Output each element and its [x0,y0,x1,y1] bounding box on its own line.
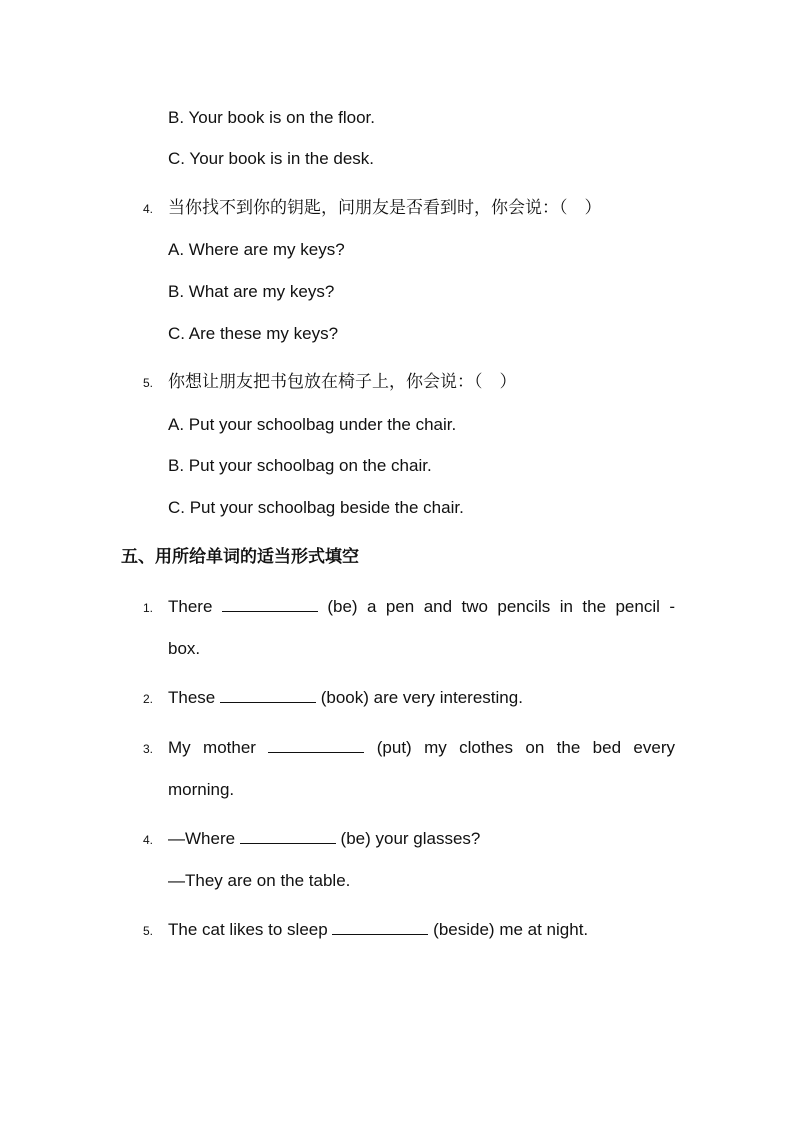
q3-option-c: C. Your book is in the desk. [168,149,375,168]
q5-prompt: 你想让朋友把书包放在椅子上，你会说：（ ） [168,372,517,391]
fill-item-4-answer: —They are on the table. [168,871,351,890]
q4-number: 4. [143,202,154,216]
fill-item-1-before: There [168,597,213,616]
q5-option-c: C. Put your schoolbag beside the chair. [168,498,464,517]
fill-item-1-number: 1. [143,601,154,615]
fill-item-4-after: (be) your glasses? [340,829,481,848]
fill-item-5-after: (beside) me at night. [433,920,589,939]
q5-number: 5. [143,376,154,390]
fill-item-2-after: (book) are very interesting. [320,688,523,707]
fill-item-3-blank[interactable] [268,737,364,753]
fill-item-3 [168,737,675,759]
fill-item-1-blank[interactable] [222,596,318,612]
fill-item-2-before: These [168,688,216,707]
fill-item-2-number: 2. [143,692,154,706]
fill-item-5 [168,919,588,941]
q4-option-a: A. Where are my keys? [168,240,345,259]
fill-item-1-after: (be) a pen and two pencils in the pencil - [327,597,675,616]
fill-item-4-before: —Where [168,829,236,848]
fill-item-5-before: The cat likes to sleep [168,920,328,939]
q3-option-b: B. Your book is on the floor. [168,108,375,127]
q4-option-b: B. What are my keys? [168,282,335,301]
fill-item-4 [168,828,480,850]
fill-item-4-number: 4. [143,833,154,847]
fill-item-3-after: (put) my clothes on the bed every [376,738,676,757]
fill-item-1 [168,596,675,618]
fill-item-5-blank[interactable] [332,919,428,935]
q4-prompt: 当你找不到你的钥匙，问朋友是否看到时，你会说：（ ） [168,198,602,217]
fill-item-1-continuation: box. [168,639,201,658]
q5-option-a: A. Put your schoolbag under the chair. [168,415,457,434]
fill-item-3-before: My mother [168,738,256,757]
fill-item-5-number: 5. [143,924,154,938]
q4-option-c: C. Are these my keys? [168,324,339,343]
fill-item-4-blank[interactable] [240,828,336,844]
fill-item-2 [168,687,523,709]
fill-item-2-blank[interactable] [220,687,316,703]
section-heading: 五、用所给单词的适当形式填空 [121,547,359,566]
q5-option-b: B. Put your schoolbag on the chair. [168,456,432,475]
fill-item-3-continuation: morning. [168,780,235,799]
fill-item-3-number: 3. [143,742,154,756]
